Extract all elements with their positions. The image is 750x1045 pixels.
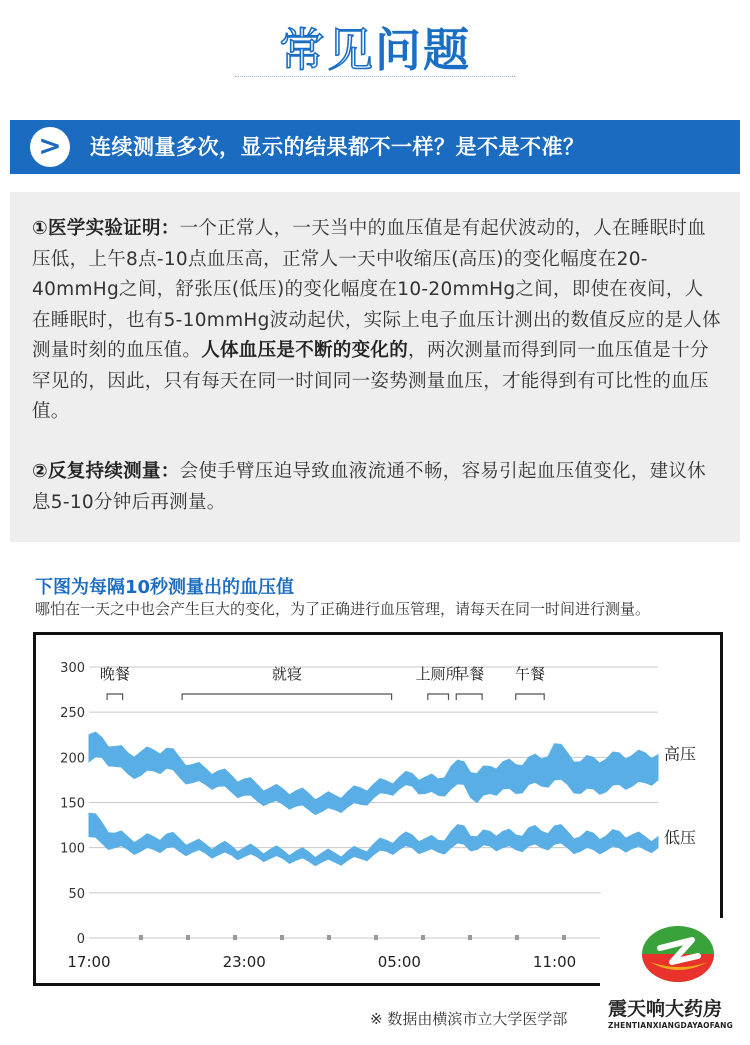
answer-1-text-a: 一个正常人，一天当中的血压值是有起伏波动的，人在睡眠时血压低，上午8点-10点血压高，正常人一天中收缩压(高压)的变化幅度在20-40mmHg之间，舒张压(低压)的变化幅度在10-20mmHg之间，即使在夜间，人在睡眠时，也有5-10mmHg波动起伏，实际上电子血压计测出的数值反应的是人体测量时刻的血压值。: [32, 218, 721, 361]
x-tick-mark: [468, 935, 472, 940]
answer-1-bold: 人体血压是不断的变化的: [201, 340, 409, 361]
x-tick-mark: [327, 935, 331, 940]
x-tick-mark: [186, 935, 190, 940]
x-tick-mark: [233, 935, 237, 940]
x-tick-label: 17:00: [67, 953, 111, 971]
question-banner: [10, 120, 740, 174]
x-tick-mark: [280, 935, 284, 940]
title-divider: [235, 76, 515, 79]
page-title-dark: 问题: [375, 23, 471, 77]
x-tick-mark: [374, 935, 378, 940]
annotation-bracket: [182, 694, 391, 700]
x-tick-mark: [139, 935, 143, 940]
y-tick-label: 0: [76, 932, 85, 947]
annotation-label: 上厕所: [415, 665, 461, 683]
answer-2-label: ②反复持续测量：: [32, 461, 180, 482]
x-tick-label: 05:00: [377, 953, 421, 971]
logo-emblem-icon: [600, 918, 750, 988]
annotation-label: 晚餐: [99, 665, 130, 683]
answer-2-text: 会使手臂压迫导致血液流通不畅，容易引起血压值变化，建议休息5-10分钟后再测量。: [32, 461, 706, 513]
x-tick-label: 11:00: [532, 953, 577, 971]
answer-paragraph-1: [32, 214, 722, 428]
annotation-bracket: [107, 694, 123, 700]
annotation-label: 午餐: [514, 665, 545, 683]
footnote: ※ 数据由横滨市立大学医学部: [370, 1010, 568, 1028]
page-title: [0, 14, 750, 80]
x-tick-label: 23:00: [222, 953, 266, 971]
answer-paragraph-2: [32, 457, 722, 518]
x-tick-mark: [421, 935, 425, 940]
x-tick-mark: [515, 935, 519, 940]
x-tick-mark: [562, 935, 566, 940]
annotation-bracket: [516, 694, 544, 700]
annotation-bracket: [428, 694, 449, 700]
logo-name: 震天响大药房: [608, 998, 723, 1020]
series-label-systolic: 高压: [664, 744, 697, 764]
answer-panel: [10, 192, 740, 542]
y-tick-label: 300: [60, 661, 85, 676]
annotation-bracket: [456, 694, 482, 700]
annotation-label: 就寝: [271, 665, 302, 683]
chevron-right-icon: >: [30, 127, 70, 167]
diastolic-band: [89, 813, 658, 865]
answer-1-text-b: ，两次测量而得到同一血压值是十分罕见的，因此，只有每天在同一时间同一姿势测量血压，才能得到有可比性的血压值。: [32, 340, 709, 422]
series-label-diastolic: 低压: [664, 827, 697, 847]
y-tick-label: 100: [60, 841, 85, 857]
y-tick-label: 50: [68, 886, 85, 902]
page-title-light: 常见: [279, 23, 375, 77]
annotation-label: 早餐: [454, 665, 485, 683]
question-text: 连续测量多次，显示的结果都不一样？是不是不准？: [90, 135, 585, 159]
brand-logo: [600, 918, 750, 1045]
y-tick-label: 200: [60, 751, 85, 767]
y-tick-label: 150: [60, 796, 85, 812]
chart-heading: 下图为每隔10秒测量出的血压值: [35, 577, 295, 598]
logo-pinyin: ZHENTIANXIANGDAYAOFANG: [608, 1021, 734, 1030]
y-tick-label: 250: [60, 706, 85, 722]
answer-1-label: ①医学实验证明：: [32, 218, 180, 239]
chart-subheading: 哪怕在一天之中也会产生巨大的变化，为了正确进行血压管理，请每天在同一时间进行测量。: [35, 600, 651, 618]
